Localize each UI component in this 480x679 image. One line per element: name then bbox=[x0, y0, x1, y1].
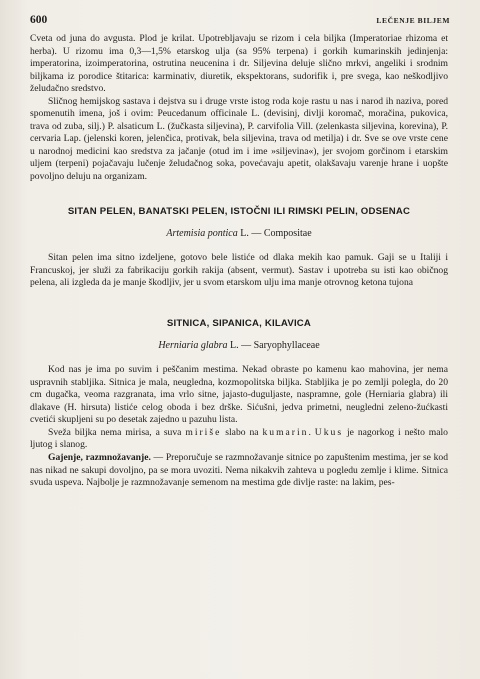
running-title: LEČENJE BILJEM bbox=[376, 16, 450, 25]
emphasis-kumarin: kumarin bbox=[262, 426, 309, 438]
page-header bbox=[30, 14, 450, 26]
page-number: 600 bbox=[30, 14, 48, 26]
page-body bbox=[30, 33, 448, 490]
section-title-sitan-pelen: SITAN PELEN, BANATSKI PELEN, ISTOČNI ILI RIMSKI PELIN, ODSENAC bbox=[67, 205, 411, 217]
latin-name-herniaria bbox=[30, 339, 448, 352]
intro-paragraph-2: Sličnog hemijskog sastava i dejstva su i druge vrste istog roda koje rastu u nas i narod ih naziva, pored spomenutih imena, još i ovim: Peucedanum officinale L. (devisinj, divlji koromač, moračina, pukovica, trava od zuba, silj.) P. alsaticum L. (žučkasta siljevina), P. carvifolia Vill. (zelenkasta siljevina, korevina), P. cervaria Lap. (jelenski koren, jelenčica, protivak, bela siljevina, trava od metilja) i dr. Sve se ove vrste cene u narodnoj medicini kao sredstva za jačanje (otud im i ime »siljevina«), jer svojom gorčinom i etarskim uljem (terpeni) pojačavaju lučenje želudačnog soka, povećavaju apetit, olakšavaju varenje hrane i uopšte povoljno deluju na organizam. bbox=[30, 95, 448, 183]
section-title-sitnica: SITNICA, SIPANICA, KILAVICA bbox=[166, 317, 312, 329]
species-name: Artemisia pontica bbox=[166, 228, 238, 240]
smell-taste-paragraph: Sveža biljka nema mirisa, a suva miriše slabo na kumarin. Ukus je nagorkog i nešto malo ljutog i slanog. bbox=[30, 426, 448, 451]
cultivation-paragraph: Gajenje, razmnožavanje. — Preporučuje se razmnožavanje sitnice po zapuštenim mestima, jer se kod nas nikad ne sakupi dovoljno, pa se mora uvoziti. Nema nikakvih zahteva u pogledu zemlje i klime. Sitnica svuda uspeva. Najbolje je razmnožavanje semenom na mestima gde divlje raste: na lakim, pes- bbox=[30, 452, 449, 489]
author-family: L. — Saryophyllaceae bbox=[229, 340, 320, 352]
section1-paragraph: Sitan pelen ima sitno izdeljene, gotovo bele listiće od dlaka mekih kao pamuk. Gaji se u Italiji i Francuskoj, jer služi za fabrikaciju gorkih rakija (absent, vermut). Sastav i upotreba su isti kao običnog pelena, ali izgleda da je manje škodljiv, jer u svom etarskom ulju ima manje otrovnog ketona tujona bbox=[30, 252, 448, 289]
emphasis-ukus: Ukus bbox=[314, 426, 344, 438]
cultivation-label: Gajenje, razmnožavanje. bbox=[48, 452, 151, 464]
species-name: Herniaria glabra bbox=[158, 340, 228, 352]
latin-name-artemisia bbox=[30, 227, 448, 240]
author-family: L. — Compositae bbox=[240, 228, 312, 240]
section2-paragraph: Kod nas je ima po suvim i peščanim mestima. Nekad obraste po kamenu kao mahovina, jer nema uspravnih stabljika. Sitnica je mala, neugledna, kozmopolitska biljka. Stabljika je po zemlji polegla, do 20 cm dugačka, veoma razgranata, ima vrlo sitne, jajasto-duguljaste, naspramne, gole (Herniaria glabra) ili dlakave (H. hirsuta) listiće celog oboda i bez drške. Sićušni, jedva primetni, neugledni zeleno-žućkasti cvetići skupljeni su po desetak zajedno u pazuhu lista. bbox=[30, 364, 448, 426]
intro-paragraph: Cveta od juna do avgusta. Plod je krilat. Upotrebljavaju se rizom i cela biljka (Imperatoriae rhizoma et herba). U rizomu ima 0,3—1,5% etarskog ulja (sa 95% terpena) i gorkih kumarinskih jedinjenja: imperatorina, izoimperatorina, ostrutina neucenina i dr. Siljevina deluje slično mrkvi, angeliki i srodnim biljkama iz porodice štitarica: karminativ, diuretik, ekspektorans, sudorifik i, pre svega, kao neškodljivo želudačno sredstvo. bbox=[30, 33, 448, 95]
emphasis-mirise: miriše bbox=[185, 426, 222, 438]
